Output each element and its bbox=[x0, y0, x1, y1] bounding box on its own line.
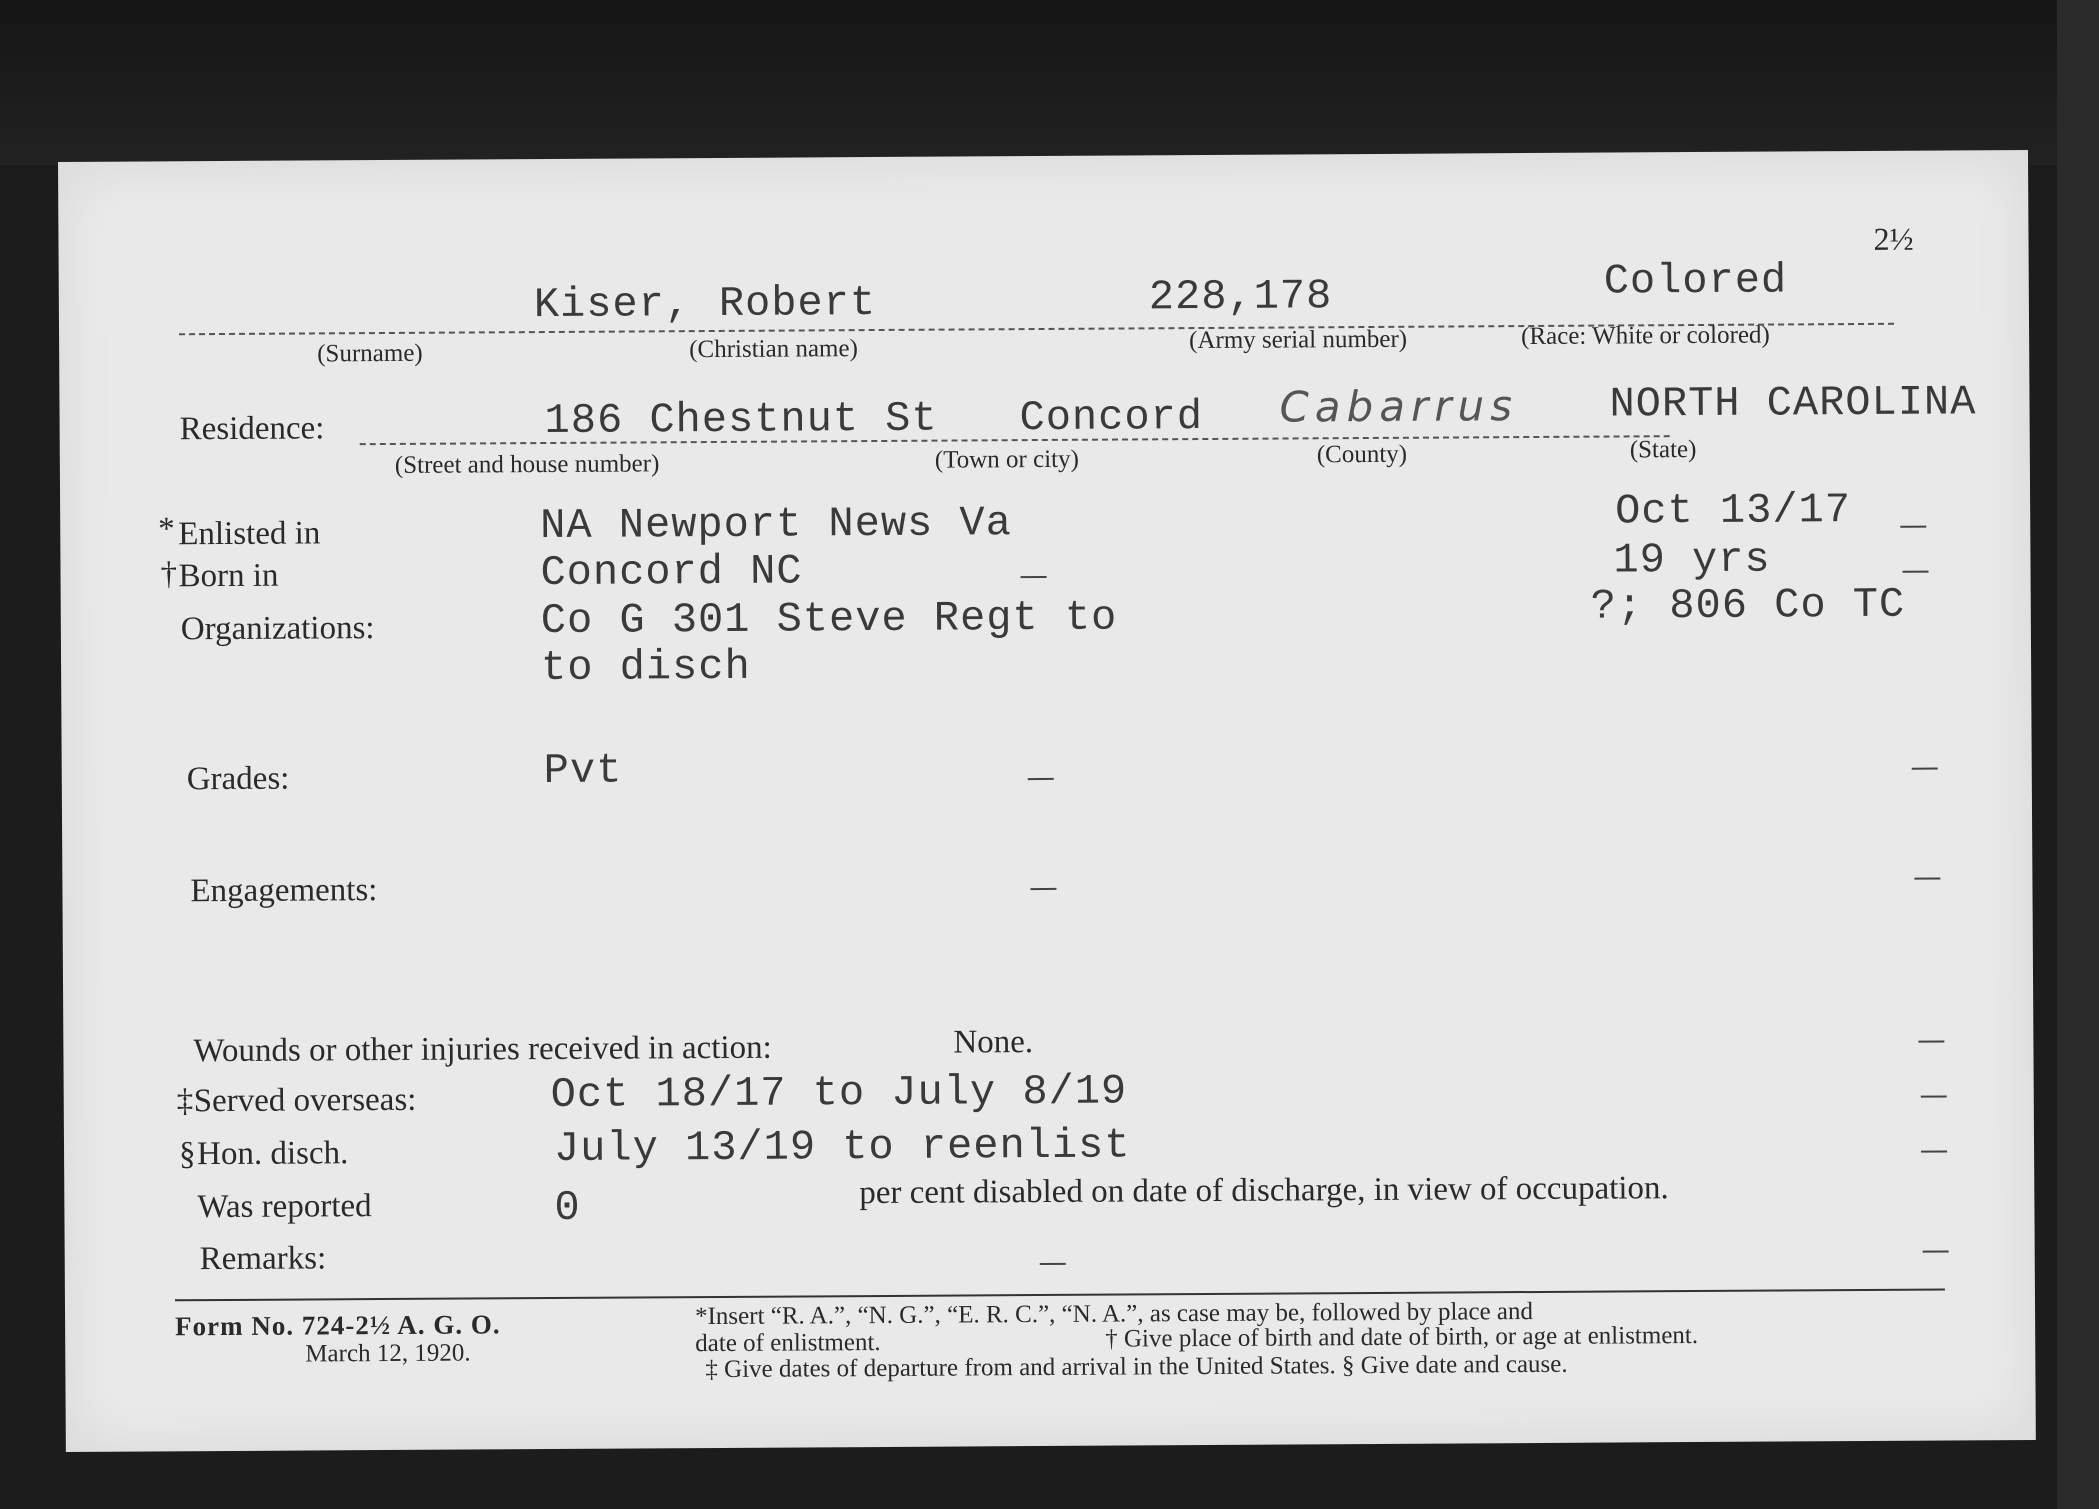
footnote-line1: *Insert “R. A.”, “N. G.”, “E. R. C.”, “N. A.”, as case may be, followed by place and bbox=[694, 1298, 1534, 1331]
overseas-value: Oct 18/17 to July 8/19 bbox=[550, 1067, 1128, 1120]
organizations-right: ?; 806 Co TC bbox=[1590, 580, 1906, 631]
state-caption: (State) bbox=[1629, 435, 1697, 464]
grades-value: Pvt bbox=[543, 746, 623, 796]
hon-disch-value: July 13/19 to reenlist bbox=[553, 1121, 1131, 1173]
town-value: Concord bbox=[1019, 393, 1204, 443]
wounds-dash bbox=[1918, 1040, 1944, 1042]
surname-caption: (Surname) bbox=[317, 339, 423, 368]
street-caption: (Street and house number) bbox=[394, 450, 660, 479]
state-value: NORTH CAROLINA bbox=[1609, 378, 1977, 429]
enlisted-label: Enlisted in bbox=[178, 515, 321, 553]
serial-number-caption: (Army serial number) bbox=[1189, 325, 1408, 355]
footnote-line2b: † Give place of birth and date of birth, or age at enlistment. bbox=[1105, 1322, 1699, 1353]
born-dash bbox=[1903, 571, 1929, 573]
footnote-line3: ‡ Give dates of departure from and arrival in the United States. § Give date and cause. bbox=[705, 1350, 1568, 1384]
engagements-label: Engagements: bbox=[190, 872, 378, 910]
engagements-dash-mid bbox=[1030, 888, 1056, 890]
remarks-label: Remarks: bbox=[199, 1240, 327, 1278]
enlisted-mark: * bbox=[158, 511, 175, 548]
engagements-dash bbox=[1914, 878, 1940, 880]
serial-number-value: 228,178 bbox=[1148, 272, 1333, 322]
remarks-dash bbox=[1923, 1250, 1949, 1252]
remarks-dash-mid bbox=[1040, 1263, 1066, 1265]
wounds-label: Wounds or other injuries received in action: bbox=[193, 1029, 772, 1070]
enlisted-value: NA Newport News Va bbox=[540, 499, 1013, 551]
born-dash-mid bbox=[1021, 576, 1047, 578]
grades-label: Grades: bbox=[186, 760, 290, 798]
enlisted-date: Oct 13/17 bbox=[1615, 486, 1852, 536]
organizations-line2: to disch bbox=[540, 642, 751, 693]
wounds-value: None. bbox=[953, 1024, 1034, 1061]
overseas-mark: ‡ bbox=[176, 1083, 194, 1120]
race-value: Colored bbox=[1603, 256, 1788, 306]
born-label: Born in bbox=[178, 557, 279, 595]
service-record-card bbox=[58, 150, 2036, 1452]
christian-name-value: Robert bbox=[718, 279, 877, 328]
enlisted-dash bbox=[1900, 526, 1926, 528]
hon-disch-dash bbox=[1921, 1150, 1947, 1152]
was-reported-label: Was reported bbox=[197, 1188, 372, 1226]
born-value: Concord NC bbox=[540, 547, 803, 598]
residence-label: Residence: bbox=[179, 410, 325, 448]
born-age: 19 yrs bbox=[1613, 535, 1771, 585]
hon-disch-mark: § bbox=[178, 1136, 196, 1173]
was-reported-tail: per cent disabled on date of discharge, in view of occupation. bbox=[859, 1170, 1669, 1212]
footer-rule bbox=[175, 1288, 1945, 1301]
overseas-label: Served overseas: bbox=[193, 1081, 417, 1120]
town-caption: (Town or city) bbox=[934, 445, 1079, 474]
corner-mark: 2½ bbox=[1873, 220, 1914, 257]
form-date: March 12, 1920. bbox=[305, 1339, 471, 1368]
christian-name-caption: (Christian name) bbox=[689, 335, 858, 364]
overseas-dash bbox=[1921, 1095, 1947, 1097]
grades-dash bbox=[1912, 768, 1938, 770]
form-number: Form No. 724-2½ A. G. O. bbox=[175, 1309, 501, 1342]
scan-background-top bbox=[0, 0, 2099, 165]
footnote-line2a: date of enlistment. bbox=[695, 1328, 881, 1358]
born-mark: † bbox=[160, 556, 178, 593]
organizations-label: Organizations: bbox=[180, 610, 375, 648]
grades-dash-mid bbox=[1028, 778, 1054, 780]
street-value: 186 Chestnut St bbox=[544, 394, 938, 446]
scan-background-right bbox=[2057, 0, 2099, 1509]
organizations-line1: Co G 301 Steve Regt to bbox=[540, 593, 1118, 646]
county-value: Cabarrus bbox=[1279, 381, 1519, 432]
hon-disch-label: Hon. disch. bbox=[196, 1135, 349, 1173]
was-reported-value: 0 bbox=[554, 1183, 581, 1232]
race-caption: (Race: White or colored) bbox=[1521, 321, 1770, 351]
surname-value: Kiser, bbox=[533, 280, 692, 330]
county-caption: (County) bbox=[1316, 440, 1408, 469]
